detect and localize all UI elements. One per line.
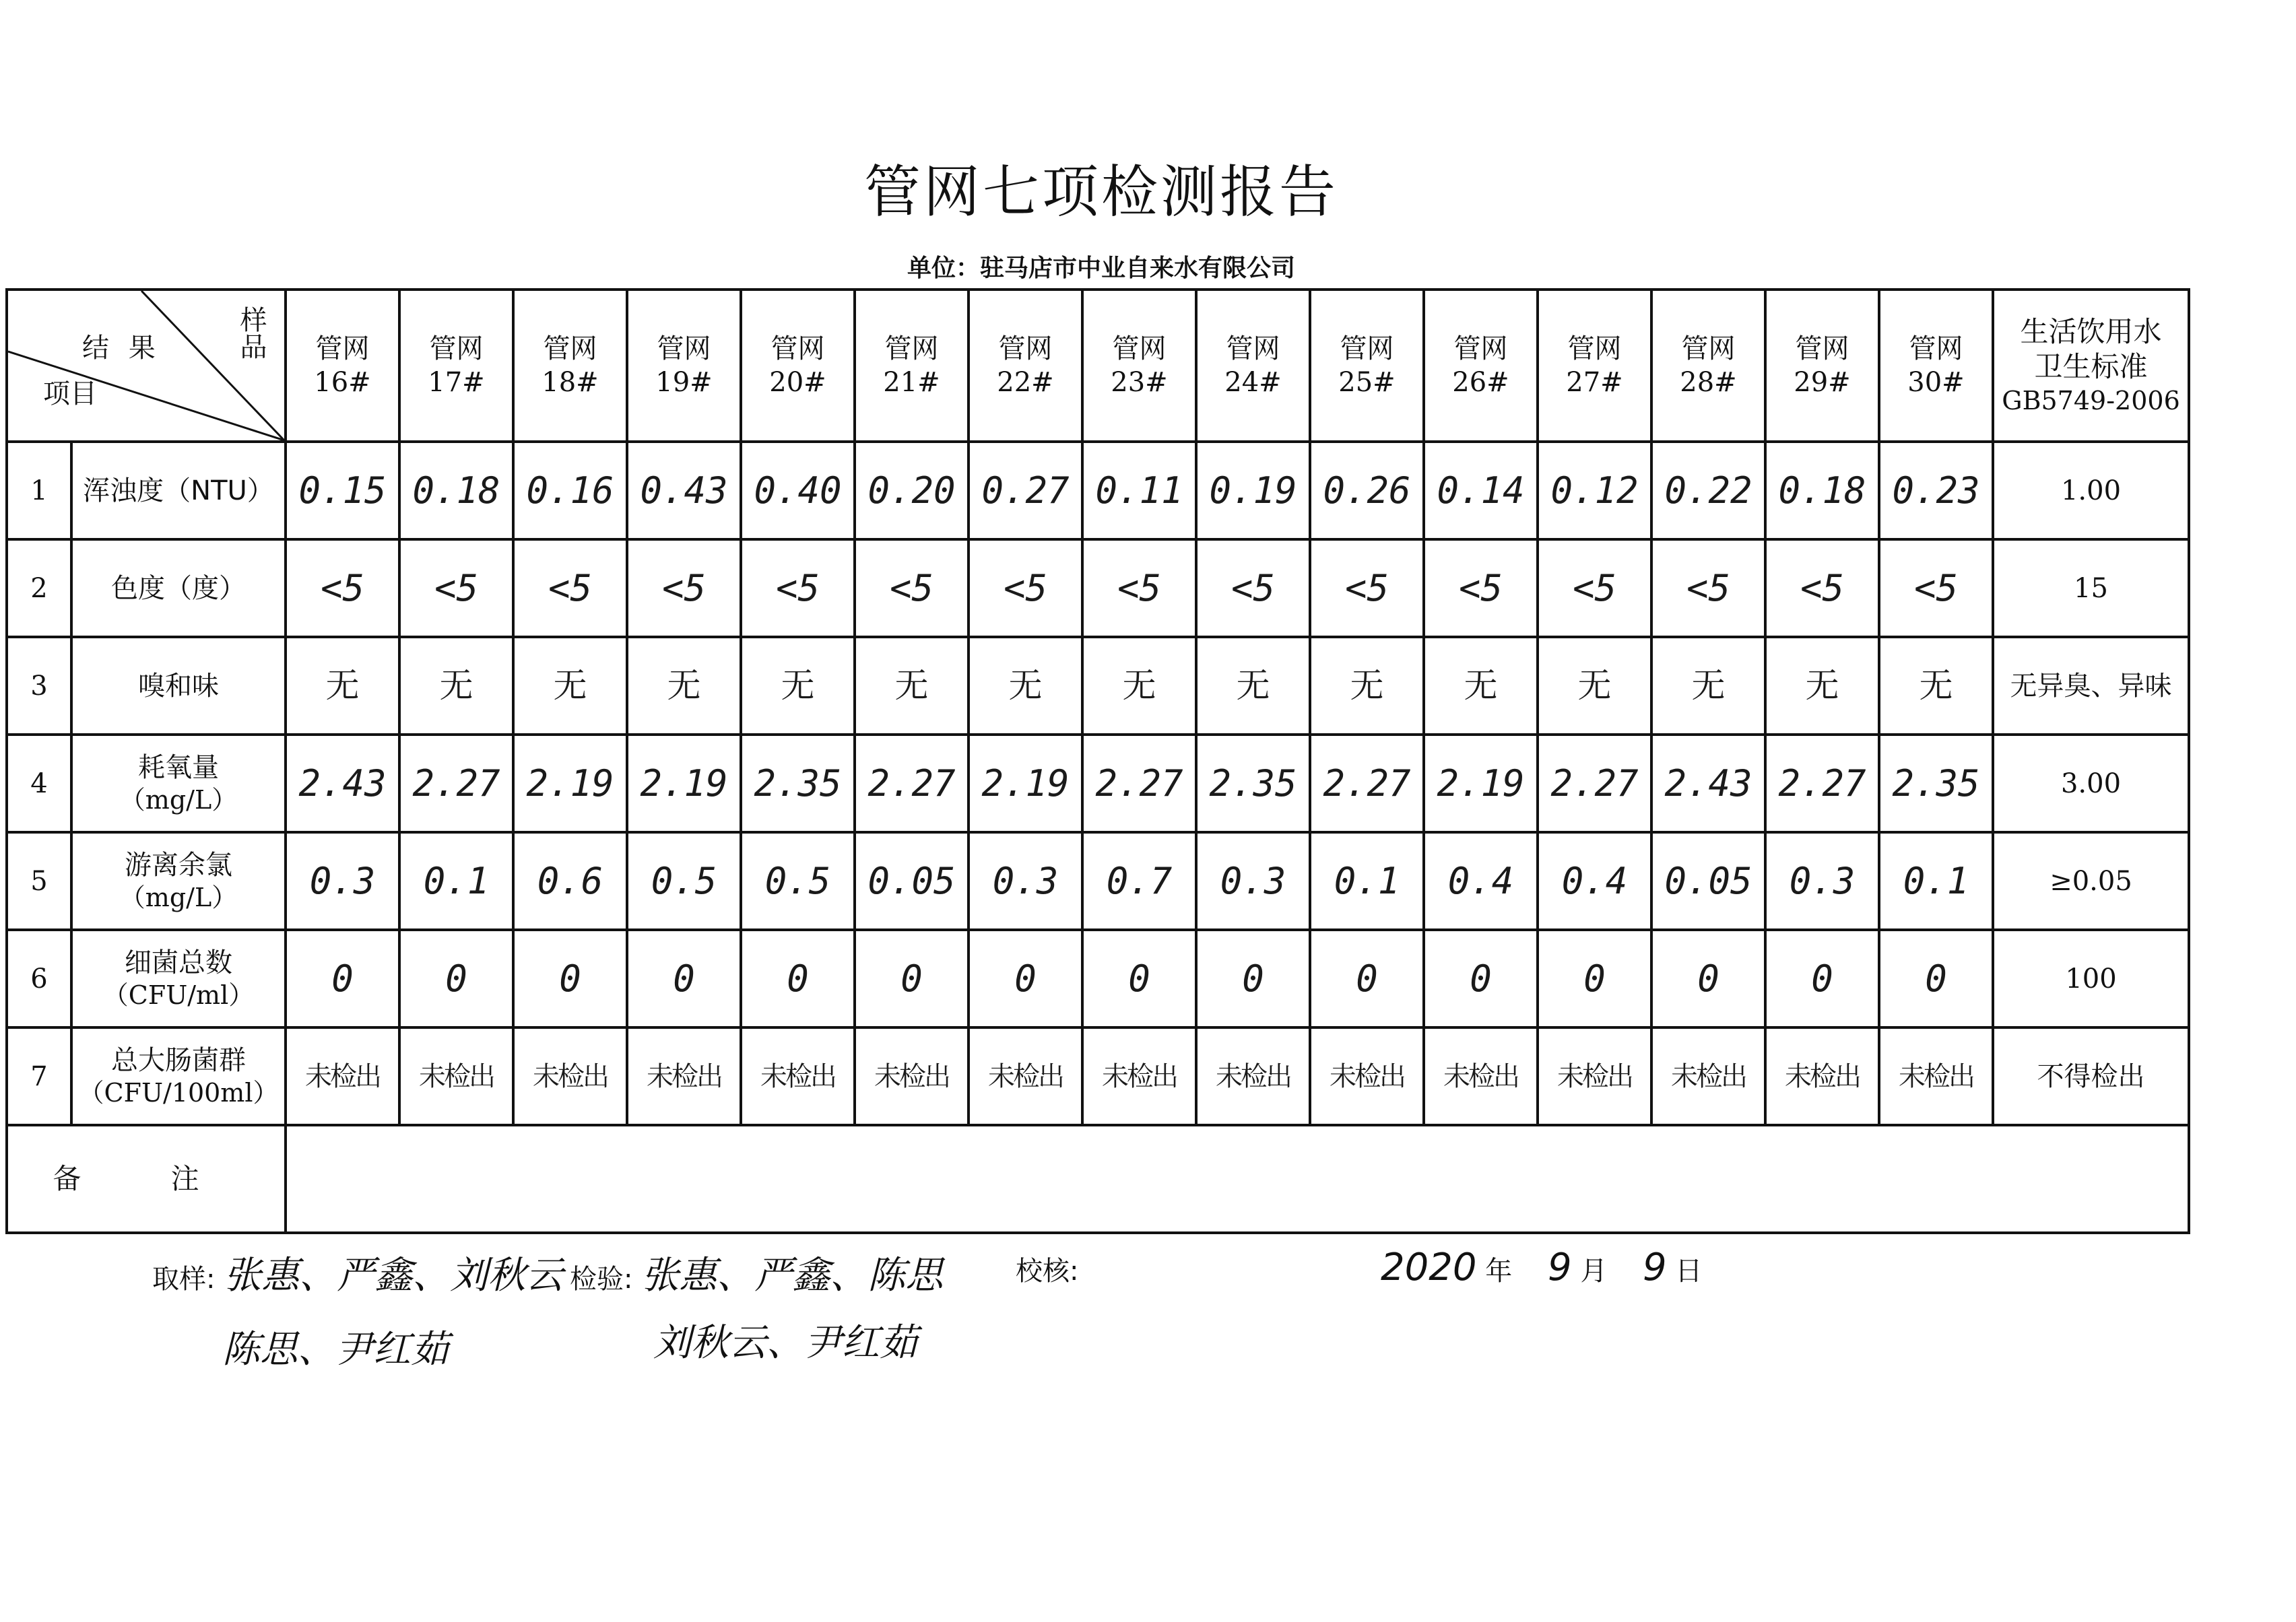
result-cell: 2.19 (627, 735, 741, 832)
remark-content (286, 1125, 2189, 1233)
result-cell: 未检出 (1765, 1027, 1879, 1125)
result-cell: 0.22 (1651, 442, 1765, 539)
result-cell: 2.35 (1879, 735, 1993, 832)
sample-number: 18# (542, 367, 599, 398)
date-day: 9 (1643, 1246, 1667, 1289)
sample-header-7 (969, 290, 1082, 442)
result-cell: 0.19 (1196, 442, 1310, 539)
result-cell: 0 (1082, 930, 1196, 1027)
sample-header-1 (286, 290, 399, 442)
sample-number: 30# (1907, 367, 1965, 398)
result-cell: 0.11 (1082, 442, 1196, 539)
result-cell: 0.3 (1196, 832, 1310, 930)
result-cell: 0.40 (741, 442, 855, 539)
result-cell: 未检出 (855, 1027, 969, 1125)
result-cell: 无 (1879, 637, 1993, 735)
result-cell: 无 (969, 637, 1082, 735)
result-cell: 0.1 (399, 832, 513, 930)
result-cell: <5 (1651, 539, 1765, 637)
header-corner-cell (7, 290, 286, 442)
result-cell: 无 (399, 637, 513, 735)
row-item-name: 嗅和味 (138, 670, 219, 702)
row-index: 2 (7, 539, 71, 637)
row-item-unit: （CFU/100ml） (78, 1077, 279, 1108)
report-title: 管网七项检测报告 (863, 159, 1338, 225)
inspection-block-2 (653, 1313, 917, 1367)
sample-header-3 (513, 290, 627, 442)
remark-row (7, 1125, 2189, 1233)
result-cell: 无 (1082, 637, 1196, 735)
standard-title-line1: 生活饮用水 (2020, 314, 2162, 348)
data-row (7, 930, 2189, 1027)
header-item-label: 项目 (43, 378, 97, 409)
result-cell: 0.1 (1879, 832, 1993, 930)
result-cell: 2.35 (741, 735, 855, 832)
header-sample-label: 样品 (236, 306, 267, 360)
sampling-label: 取样: (152, 1264, 216, 1295)
sample-header-13 (1651, 290, 1765, 442)
result-cell: 0.5 (741, 832, 855, 930)
result-cell: <5 (855, 539, 969, 637)
sample-number: 24# (1224, 367, 1282, 398)
standard-code: GB5749-2006 (2002, 385, 2180, 415)
standard-value: 3.00 (1993, 735, 2189, 832)
header-result-label: 结 果 (82, 333, 161, 364)
standard-value: ≥0.05 (1993, 832, 2189, 930)
data-row (7, 832, 2189, 930)
sample-prefix: 管网 (1453, 333, 1508, 364)
sample-header-8 (1082, 290, 1196, 442)
sample-prefix: 管网 (657, 333, 711, 364)
sample-header-15 (1879, 290, 1993, 442)
review-block (1016, 1250, 1078, 1288)
row-index: 3 (7, 637, 71, 735)
result-cell: 0 (969, 930, 1082, 1027)
sampling-block-2 (222, 1320, 449, 1374)
result-cell: 2.27 (855, 735, 969, 832)
result-cell: 2.27 (1082, 735, 1196, 832)
result-cell: 无 (741, 637, 855, 735)
result-cell: 2.43 (286, 735, 399, 832)
result-cell: 无 (1765, 637, 1879, 735)
result-cell: 未检出 (627, 1027, 741, 1125)
header-standard-cell (1993, 290, 2189, 442)
result-cell: 无 (1310, 637, 1424, 735)
row-item-name-cell (71, 735, 286, 832)
row-item-name-cell (71, 832, 286, 930)
sample-header-11 (1424, 290, 1538, 442)
result-cell: <5 (627, 539, 741, 637)
result-cell: <5 (399, 539, 513, 637)
result-cell: 0 (627, 930, 741, 1027)
date-block (1381, 1246, 1702, 1289)
sampling-signatures: 张惠、严鑫、刘秋云 (224, 1254, 564, 1297)
result-cell: 0.26 (1310, 442, 1424, 539)
sample-prefix: 管网 (1567, 333, 1622, 364)
standard-value: 100 (1993, 930, 2189, 1027)
result-cell: 0.1 (1310, 832, 1424, 930)
row-item-name-cell (71, 442, 286, 539)
row-item-name: 色度（度） (111, 572, 246, 604)
result-cell: 0.18 (1765, 442, 1879, 539)
sample-prefix: 管网 (429, 333, 484, 364)
result-cell: 0.05 (1651, 832, 1765, 930)
result-cell: 未检出 (1651, 1027, 1765, 1125)
result-cell: 0 (741, 930, 855, 1027)
result-cell: 无 (1651, 637, 1765, 735)
result-cell: 0.23 (1879, 442, 1993, 539)
result-cell: 未检出 (399, 1027, 513, 1125)
sample-prefix: 管网 (315, 333, 370, 364)
sample-number: 23# (1111, 367, 1168, 398)
sample-prefix: 管网 (1795, 333, 1849, 364)
date-month-unit: 月 (1580, 1256, 1608, 1287)
data-row (7, 442, 2189, 539)
sample-prefix: 管网 (998, 333, 1053, 364)
result-cell: 0.4 (1424, 832, 1538, 930)
result-cell: <5 (741, 539, 855, 637)
row-index: 4 (7, 735, 71, 832)
standard-value: 15 (1993, 539, 2189, 637)
result-cell: 0 (1765, 930, 1879, 1027)
sample-header-10 (1310, 290, 1424, 442)
row-item-name: 总大肠菌群 (111, 1044, 246, 1076)
sample-number: 16# (314, 367, 371, 398)
result-cell: 未检出 (1538, 1027, 1651, 1125)
result-cell: 0.5 (627, 832, 741, 930)
result-cell: <5 (1310, 539, 1424, 637)
report-table (5, 288, 2190, 1234)
sample-header-12 (1538, 290, 1651, 442)
row-item-name: 浑浊度（NTU） (83, 475, 274, 506)
inspection-signatures: 张惠、严鑫、陈思 (641, 1254, 944, 1297)
sample-prefix: 管网 (1681, 333, 1736, 364)
sample-header-2 (399, 290, 513, 442)
sample-prefix: 管网 (1112, 333, 1167, 364)
result-cell: 0.6 (513, 832, 627, 930)
result-cell: 0.16 (513, 442, 627, 539)
sample-number: 20# (769, 367, 826, 398)
result-cell: <5 (1196, 539, 1310, 637)
review-label: 校核: (1016, 1256, 1079, 1287)
sample-header-4 (627, 290, 741, 442)
result-cell: 无 (286, 637, 399, 735)
report-unit: 单位：驻马店市中业自来水有限公司 (907, 255, 1295, 282)
sampling-block (152, 1246, 563, 1299)
result-cell: 0.14 (1424, 442, 1538, 539)
result-cell: 无 (513, 637, 627, 735)
result-cell: 无 (1196, 637, 1310, 735)
sample-header-14 (1765, 290, 1879, 442)
date-year-unit: 年 (1485, 1256, 1513, 1287)
result-cell: <5 (1765, 539, 1879, 637)
result-cell: 0.43 (627, 442, 741, 539)
result-cell: <5 (969, 539, 1082, 637)
sample-number: 21# (883, 367, 940, 398)
result-cell: 未检出 (1310, 1027, 1424, 1125)
result-cell: 0.27 (969, 442, 1082, 539)
row-item-name-cell (71, 539, 286, 637)
result-cell: 0 (1538, 930, 1651, 1027)
row-item-name-cell (71, 637, 286, 735)
sample-prefix: 管网 (543, 333, 597, 364)
data-row (7, 637, 2189, 735)
result-cell: 2.43 (1651, 735, 1765, 832)
result-cell: 0 (1651, 930, 1765, 1027)
data-row (7, 539, 2189, 637)
sample-header-9 (1196, 290, 1310, 442)
result-cell: 未检出 (1879, 1027, 1993, 1125)
row-item-name: 游离余氯 (125, 849, 232, 881)
sample-prefix: 管网 (1226, 333, 1280, 364)
sample-header-6 (855, 290, 969, 442)
inspection-signatures-2: 刘秋云、尹红茹 (653, 1321, 917, 1365)
inspection-block (570, 1246, 943, 1299)
result-cell: 未检出 (286, 1027, 399, 1125)
row-item-name-cell (71, 930, 286, 1027)
data-row (7, 735, 2189, 832)
sample-number: 17# (428, 367, 485, 398)
result-cell: 0.3 (969, 832, 1082, 930)
result-cell: 无 (627, 637, 741, 735)
result-cell: 2.27 (1765, 735, 1879, 832)
result-cell: 0.7 (1082, 832, 1196, 930)
data-row (7, 1027, 2189, 1125)
result-cell: 无 (1424, 637, 1538, 735)
result-cell: 2.27 (1310, 735, 1424, 832)
row-item-unit: （mg/L） (119, 882, 238, 912)
row-item-name-cell (71, 1027, 286, 1125)
row-item-name: 细菌总数 (125, 947, 232, 978)
result-cell: 未检出 (1082, 1027, 1196, 1125)
result-cell: <5 (286, 539, 399, 637)
result-cell: 0.4 (1538, 832, 1651, 930)
row-item-unit: （mg/L） (119, 784, 238, 815)
row-index: 5 (7, 832, 71, 930)
row-index: 1 (7, 442, 71, 539)
result-cell: <5 (1082, 539, 1196, 637)
result-cell: 未检出 (1196, 1027, 1310, 1125)
result-cell: 0 (855, 930, 969, 1027)
sample-prefix: 管网 (770, 333, 825, 364)
result-cell: 0.3 (1765, 832, 1879, 930)
row-index: 6 (7, 930, 71, 1027)
inspection-label: 检验: (570, 1264, 633, 1295)
result-cell: 2.19 (513, 735, 627, 832)
sample-prefix: 管网 (884, 333, 939, 364)
result-cell: 0.20 (855, 442, 969, 539)
sample-prefix: 管网 (1340, 333, 1394, 364)
result-cell: 0 (1196, 930, 1310, 1027)
sampling-signatures-2: 陈思、尹红茹 (222, 1328, 449, 1372)
result-cell: 0 (1310, 930, 1424, 1027)
result-cell: 0 (399, 930, 513, 1027)
result-cell: 2.27 (1538, 735, 1651, 832)
standard-value: 1.00 (1993, 442, 2189, 539)
result-cell: 0.3 (286, 832, 399, 930)
sample-prefix: 管网 (1909, 333, 1963, 364)
sample-number: 26# (1452, 367, 1509, 398)
result-cell: 0 (1879, 930, 1993, 1027)
row-item-name: 耗氧量 (138, 751, 219, 783)
standard-value: 无异臭、异味 (1993, 637, 2189, 735)
result-cell: 2.19 (969, 735, 1082, 832)
result-cell: 无 (1538, 637, 1651, 735)
result-cell: 未检出 (1424, 1027, 1538, 1125)
header-row (7, 290, 2189, 442)
result-cell: 2.35 (1196, 735, 1310, 832)
result-cell: <5 (1879, 539, 1993, 637)
row-index: 7 (7, 1027, 71, 1125)
date-month: 9 (1547, 1246, 1572, 1289)
result-cell: 2.27 (399, 735, 513, 832)
sample-number: 19# (655, 367, 713, 398)
result-cell: 0 (513, 930, 627, 1027)
result-cell: 未检出 (969, 1027, 1082, 1125)
result-cell: 0.15 (286, 442, 399, 539)
sample-number: 22# (997, 367, 1054, 398)
result-cell: 2.19 (1424, 735, 1538, 832)
standard-title-line2: 卫生标准 (2034, 350, 2148, 384)
result-cell: <5 (513, 539, 627, 637)
date-year: 2020 (1381, 1246, 1477, 1289)
result-cell: 无 (855, 637, 969, 735)
sample-header-5 (741, 290, 855, 442)
result-cell: <5 (1424, 539, 1538, 637)
row-item-unit: （CFU/ml） (102, 980, 255, 1010)
result-cell: 0.12 (1538, 442, 1651, 539)
result-cell: 0.18 (399, 442, 513, 539)
remark-label: 备 注 (7, 1125, 286, 1233)
result-cell: 0.05 (855, 832, 969, 930)
result-cell: 未检出 (513, 1027, 627, 1125)
date-day-unit: 日 (1675, 1256, 1703, 1287)
standard-value: 不得检出 (1993, 1027, 2189, 1125)
sample-number: 29# (1794, 367, 1851, 398)
sample-number: 27# (1566, 367, 1623, 398)
result-cell: 未检出 (741, 1027, 855, 1125)
sample-number: 28# (1680, 367, 1737, 398)
result-cell: 0 (286, 930, 399, 1027)
result-cell: <5 (1538, 539, 1651, 637)
result-cell: 0 (1424, 930, 1538, 1027)
sample-number: 25# (1338, 367, 1396, 398)
